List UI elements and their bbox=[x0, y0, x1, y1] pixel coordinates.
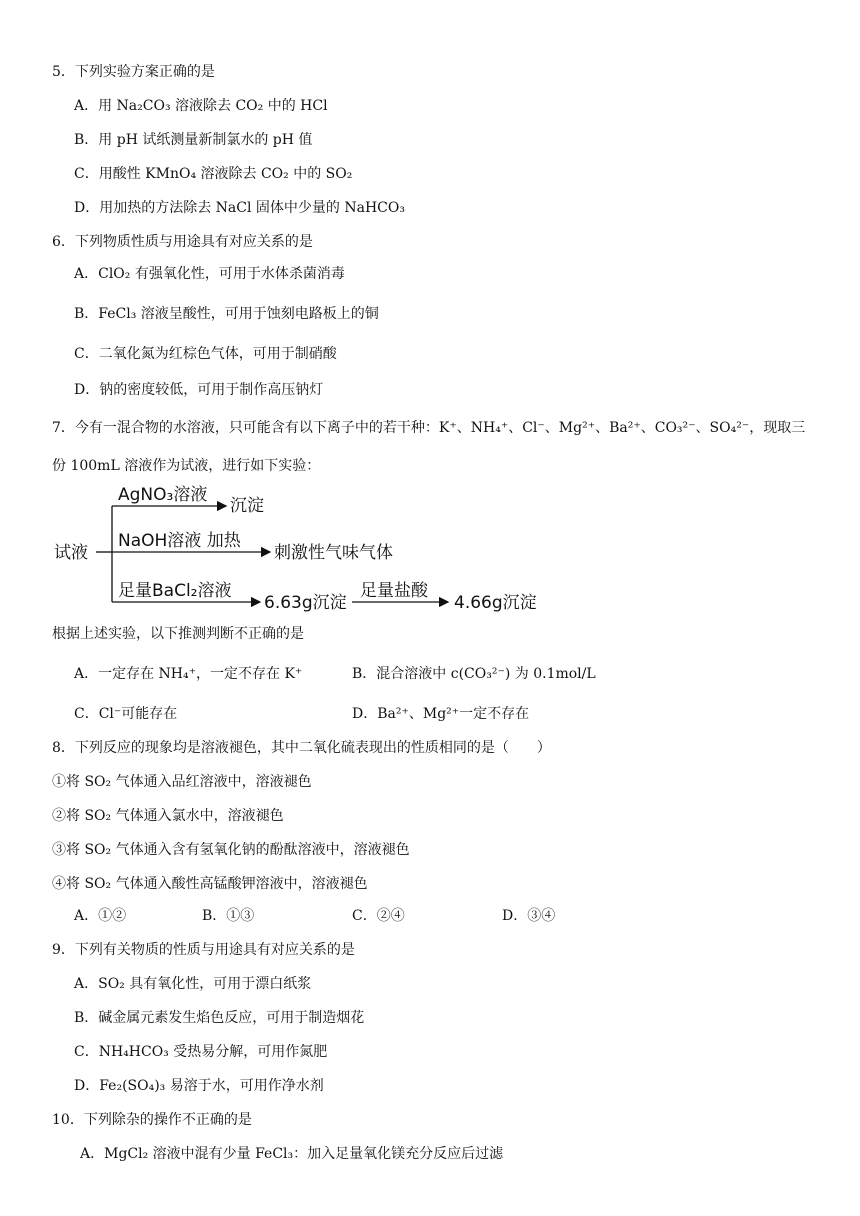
flow-r3-result: 4.66g沉淀 bbox=[454, 593, 537, 612]
q8-option-a: A．①② bbox=[74, 908, 127, 924]
flow-start-label: 试液 bbox=[54, 543, 88, 563]
q5-stem: 5．下列实验方案正确的是 bbox=[52, 64, 215, 80]
q7-option-a: A．一定存在 NH₄⁺，一定不存在 K⁺ bbox=[74, 666, 303, 682]
q9-option-a: A．SO₂ 具有氧化性，可用于漂白纸浆 bbox=[74, 976, 312, 992]
q10-option-a: A．MgCl₂ 溶液中混有少量 FeCl₃：加入足量氧化镁充分反应后过滤 bbox=[80, 1146, 504, 1162]
flow-r3-mid: 6.63g沉淀 bbox=[264, 593, 347, 612]
q7-flow-diagram bbox=[50, 482, 610, 612]
q8-statement-2: ②将 SO₂ 气体通入氯水中，溶液褪色 bbox=[52, 808, 284, 824]
q6-stem: 6．下列物质性质与用途具有对应关系的是 bbox=[52, 234, 313, 250]
q6-option-b: B．FeCl₃ 溶液呈酸性，可用于蚀刻电路板上的铜 bbox=[74, 306, 379, 322]
q7-stem-line2: 份 100mL 溶液作为试液，进行如下实验： bbox=[52, 458, 321, 474]
flow-r1-result: 沉淀 bbox=[230, 496, 264, 516]
q7-stem-line1: 7．今有一混合物的水溶液，只可能含有以下离子中的若干种：K⁺、NH₄⁺、Cl⁻、Mg²⁺、Ba²⁺、CO₃²⁻、SO₄²⁻，现取三 bbox=[52, 420, 806, 436]
flow-r2-reagent: NaOH溶液 加热 bbox=[118, 531, 241, 551]
q5-option-b: B．用 pH 试纸测量新制氯水的 pH 值 bbox=[74, 132, 313, 148]
q5-option-d: D．用加热的方法除去 NaCl 固体中少量的 NaHCO₃ bbox=[74, 200, 405, 216]
q9-option-b: B．碱金属元素发生焰色反应，可用于制造烟花 bbox=[74, 1010, 365, 1026]
q6-option-a: A．ClO₂ 有强氧化性，可用于水体杀菌消毒 bbox=[74, 266, 345, 282]
q7-ask: 根据上述实验，以下推测判断不正确的是 bbox=[52, 626, 304, 642]
q8-option-b: B．①③ bbox=[202, 908, 255, 924]
q9-option-c: C．NH₄HCO₃ 受热易分解，可用作氮肥 bbox=[74, 1044, 328, 1060]
flow-r3-reagent2: 足量盐酸 bbox=[360, 581, 428, 601]
q5-option-c: C．用酸性 KMnO₄ 溶液除去 CO₂ 中的 SO₂ bbox=[74, 166, 353, 182]
q8-option-c: C．②④ bbox=[352, 908, 405, 924]
q8-statement-1: ①将 SO₂ 气体通入品红溶液中，溶液褪色 bbox=[52, 774, 312, 790]
q8-stem: 8．下列反应的现象均是溶液褪色，其中二氧化硫表现出的性质相同的是（ ） bbox=[52, 740, 551, 756]
q7-option-c: C．Cl⁻可能存在 bbox=[74, 706, 178, 722]
q7-option-d: D．Ba²⁺、Mg²⁺一定不存在 bbox=[352, 706, 530, 722]
q8-statement-3: ③将 SO₂ 气体通入含有氢氧化钠的酚酞溶液中，溶液褪色 bbox=[52, 842, 410, 858]
flow-r2-result: 刺激性气味气体 bbox=[274, 543, 393, 563]
q6-option-d: D．钠的密度较低，可用于制作高压钠灯 bbox=[74, 382, 324, 398]
q8-option-d: D．③④ bbox=[502, 908, 556, 924]
q6-option-c: C．二氧化氮为红棕色气体，可用于制硝酸 bbox=[74, 346, 337, 362]
q9-option-d: D．Fe₂(SO₄)₃ 易溶于水，可用作净水剂 bbox=[74, 1078, 324, 1094]
q8-statement-4: ④将 SO₂ 气体通入酸性高锰酸钾溶液中，溶液褪色 bbox=[52, 876, 368, 892]
q7-option-b: B．混合溶液中 c(CO₃²⁻) 为 0.1mol/L bbox=[352, 666, 596, 682]
q10-stem: 10．下列除杂的操作不正确的是 bbox=[52, 1112, 252, 1128]
flow-r3-reagent: 足量BaCl₂溶液 bbox=[118, 581, 232, 601]
q9-stem: 9．下列有关物质的性质与用途具有对应关系的是 bbox=[52, 942, 355, 958]
flow-r1-reagent: AgNO₃溶液 bbox=[118, 485, 208, 505]
q5-option-a: A．用 Na₂CO₃ 溶液除去 CO₂ 中的 HCl bbox=[74, 98, 328, 114]
